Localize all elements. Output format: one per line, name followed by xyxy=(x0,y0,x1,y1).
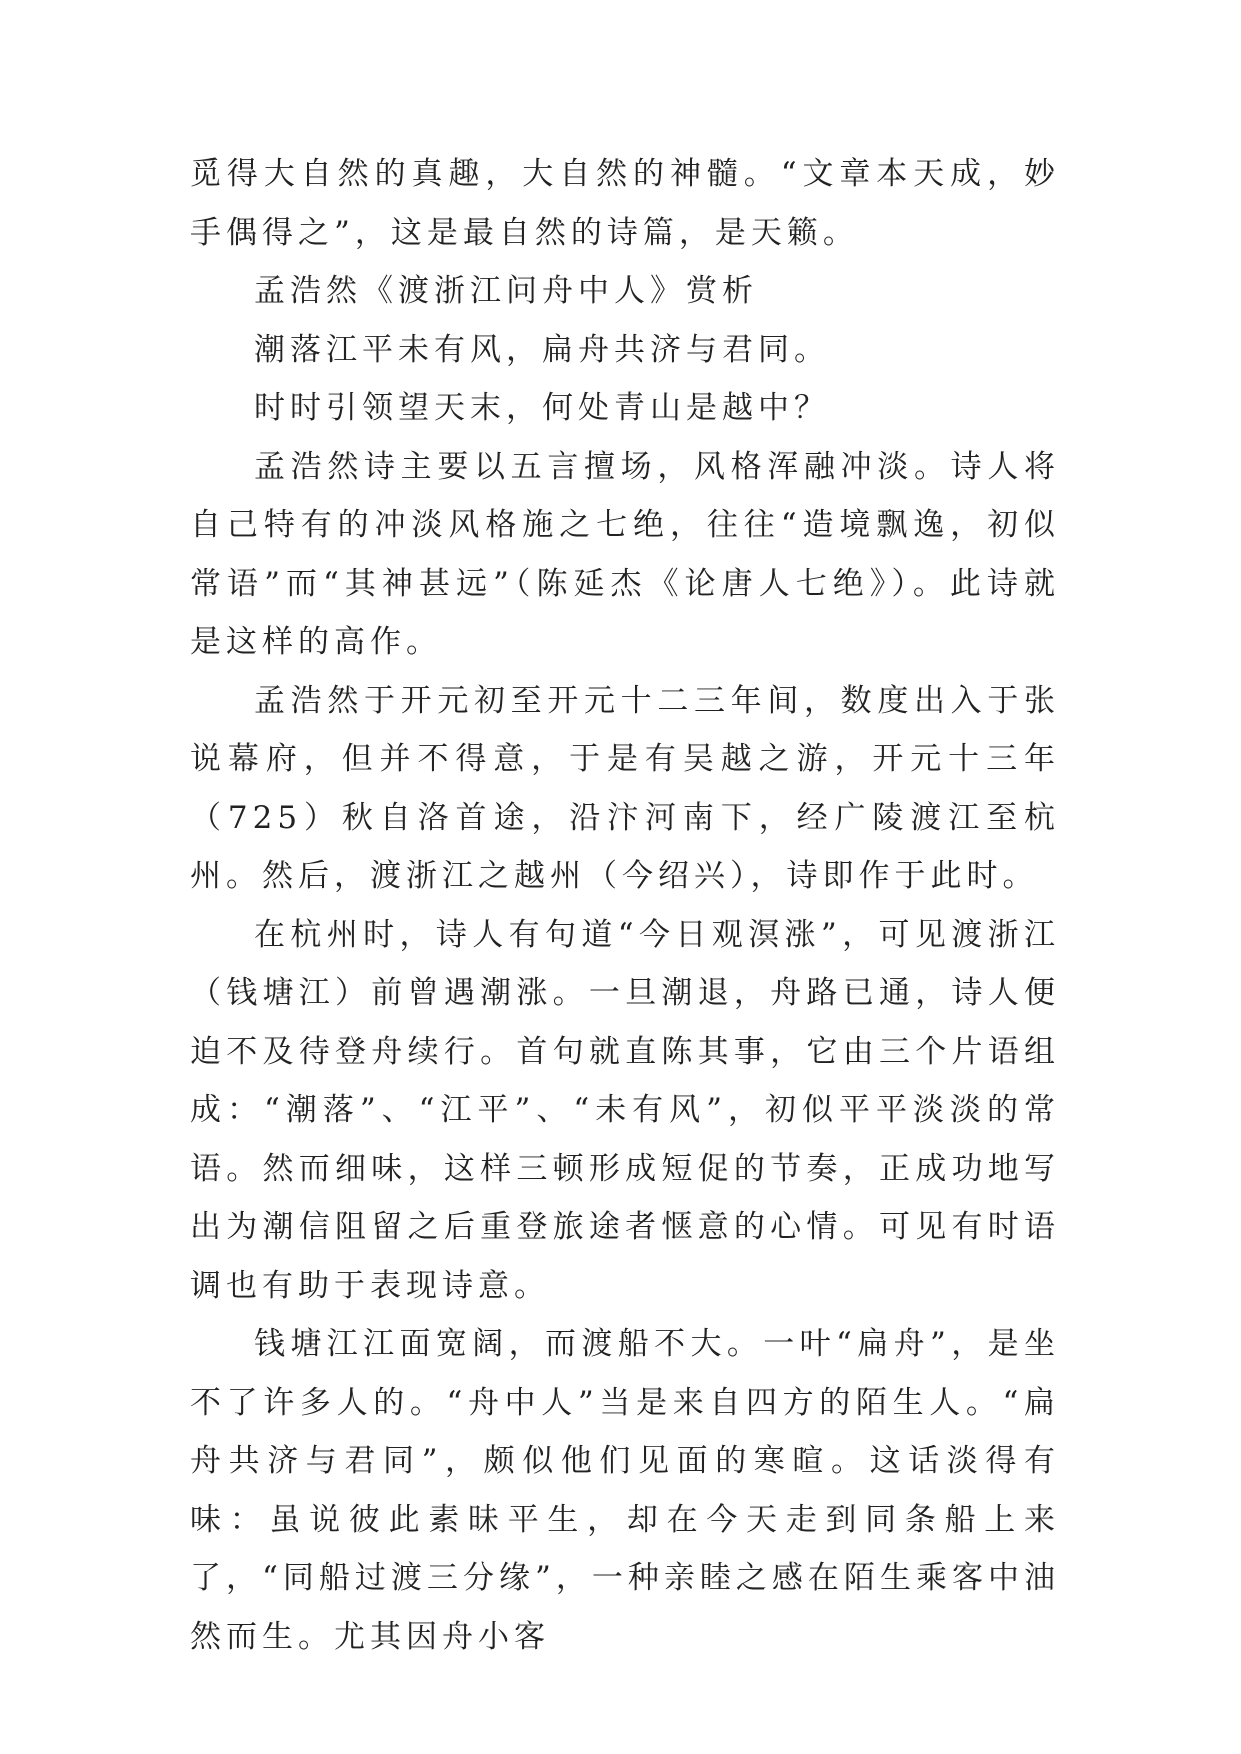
paragraph-second-line-analysis: 钱塘江江面宽阔，而渡船不大。一叶“扁舟”，是坐不了许多人的。“舟中人”当是来自四方的陌生人。“扁舟共济与君同”，颇似他们见面的寒暄。这话淡得有味：虽说彼此素昧平生，却在今天走到同条船上来了，“同船过渡三分缘”，一种亲睦之感在陌生乘客中油然而生。尤其因舟小客 xyxy=(190,1326,1060,1655)
poem-line-2: 时时引领望天末，何处青山是越中？ xyxy=(254,390,830,426)
document-body xyxy=(190,145,1060,1666)
essay-title: 孟浩然《渡浙江问舟中人》赏析 xyxy=(254,273,758,309)
paragraph-first-line-analysis: 在杭州时，诗人有句道“今日观溟涨”，可见渡浙江（钱塘江）前曾遇潮涨。一旦潮退，舟路已通，诗人便迫不及待登舟续行。首句就直陈其事，它由三个片语组成：“潮落”、“江平”、“未有风”，初似平平淡淡的常语。然而细味，这样三顿形成短促的节奏，正成功地写出为潮信阻留之后重登旅途者惬意的心情。可见有时语调也有助于表现诗意。 xyxy=(190,916,1060,1304)
paragraph-1: 觅得大自然的真趣，大自然的神髓。“文章本天成，妙手偶得之”，这是最自然的诗篇，是天籁。 xyxy=(190,156,1060,251)
paragraph-style: 孟浩然诗主要以五言擅场，风格浑融冲淡。诗人将自己特有的冲淡风格施之七绝，往往“造境飘逸，初似常语”而“其神甚远”（陈延杰《论唐人七绝》）。此诗就是这样的高作。 xyxy=(190,448,1060,660)
poem-line-1: 潮落江平未有风，扁舟共济与君同。 xyxy=(254,331,830,368)
paragraph-background: 孟浩然于开元初至开元十二三年间，数度出入于张说幕府，但并不得意，于是有吴越之游，开元十三年（725）秋自洛首途，沿汴河南下，经广陵渡江至杭州。然后，渡浙江之越州（今绍兴），诗即作于此时。 xyxy=(190,682,1060,894)
